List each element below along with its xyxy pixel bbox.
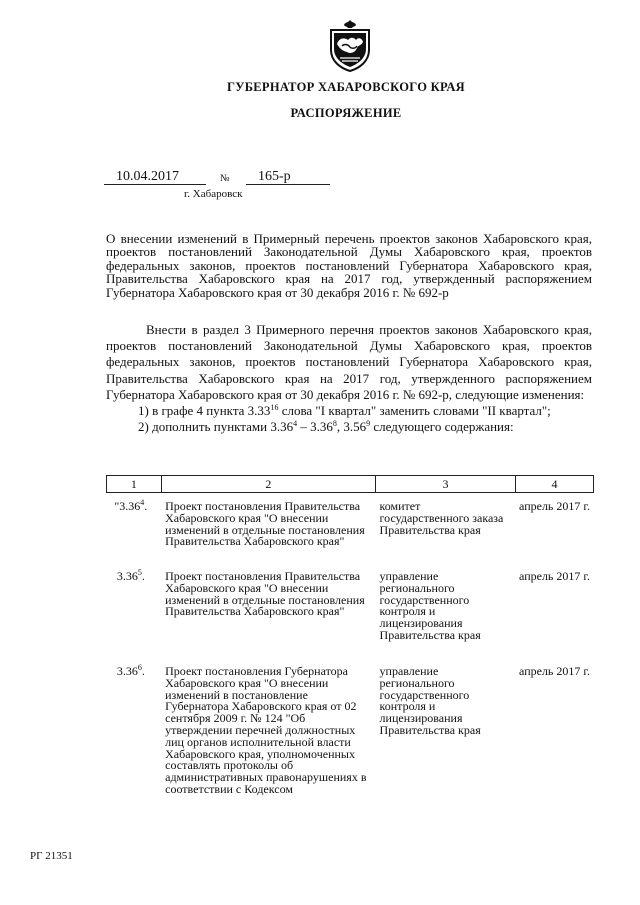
- column-header-2: 2: [161, 476, 375, 493]
- table-row: [107, 656, 594, 796]
- item-deadline: апрель 2017 г.: [519, 664, 590, 678]
- item-project: Проект постановления Правительства Хабаровского края "О внесении изменений в отдельные постановления Правительства Хабаровского края": [165, 569, 365, 619]
- item-number: 3.36$^6$.: [116, 663, 145, 678]
- table-header-row: [107, 476, 594, 493]
- document-subject: О внесении изменений в Примерный перечень проектов законов Хабаровского края, проектов постановлений Законодательной Думы Хабаровского края, проектов федеральных законов, проектов постановлений Губернатора Хабаровского края, Правительства Хабаровского края на 2017 год, утвержденный распоряжением Губернатора Хабаровского края от 30 декабря 2016 г. № 692-р: [106, 231, 592, 300]
- document-body: [106, 322, 592, 435]
- item-number: 3.36$^5$.: [116, 568, 145, 583]
- item-number: "3.36$^4$.: [114, 498, 148, 513]
- document-type: РАСПОРЯЖЕНИЕ: [290, 106, 402, 120]
- item-project: Проект постановления Губернатора Хабаровского края "О внесении изменений в постановление Губернатора Хабаровского края от 02 сентября 2009 г. № 124 "Об утверждении перечней должностных лиц органов исполнительной власти Хабаровского края, уполномоченных составлять протоколы об административных правонарушениях в соответствии с Кодексом: [165, 664, 367, 796]
- registration-number: РГ 21351: [30, 850, 73, 862]
- item-executor: управление регионального государственного контроля и лицензирования Правительства края: [379, 664, 481, 737]
- amendment-item-1: 1) в графе 4 пункта 3.33$^{16}$ слова "I квартал" заменить словами "II квартал";: [138, 403, 551, 419]
- issuing-authority: ГУБЕРНАТОР ХАБАРОВСКОГО КРАЯ: [226, 80, 466, 94]
- amendment-item-2: 2) дополнить пунктами 3.36$^4$ – 3.36$^8$, 3.56$^9$ следующего содержания:: [138, 419, 514, 435]
- column-header-4: 4: [516, 476, 594, 493]
- table-row: [107, 561, 594, 656]
- document-city: г. Хабаровск: [184, 188, 243, 200]
- item-executor: управление регионального государственного контроля и лицензирования Правительства края: [379, 569, 481, 642]
- document-number: 165-р: [246, 169, 330, 185]
- item-project: Проект постановления Правительства Хабаровского края "О внесении изменений в отдельные постановления Правительства Хабаровского края": [165, 499, 365, 549]
- column-header-3: 3: [376, 476, 516, 493]
- item-deadline: апрель 2017 г.: [519, 499, 590, 513]
- coat-of-arms-emblem: [328, 18, 372, 72]
- column-header-1: 1: [107, 476, 162, 493]
- item-deadline: апрель 2017 г.: [519, 569, 590, 583]
- table-row: [107, 493, 594, 562]
- body-intro: Внести в раздел 3 Примерного перечня проектов законов Хабаровского края, проектов постановлений Законодательной Думы Хабаровского края, проектов федеральных законов, проектов постановлений Губернатора Хабаровского края, Правительства Хабаровского края на 2017 год, утвержденного распоряжением Губернатора Хабаровского края от 30 декабря 2016 г. № 692-р, следующие изменения:: [106, 322, 592, 402]
- amendment-table: [106, 475, 594, 796]
- item-executor: комитет государственного заказа Правительства края: [379, 499, 504, 537]
- number-sign: №: [220, 173, 230, 184]
- document-date: 10.04.2017: [104, 169, 206, 185]
